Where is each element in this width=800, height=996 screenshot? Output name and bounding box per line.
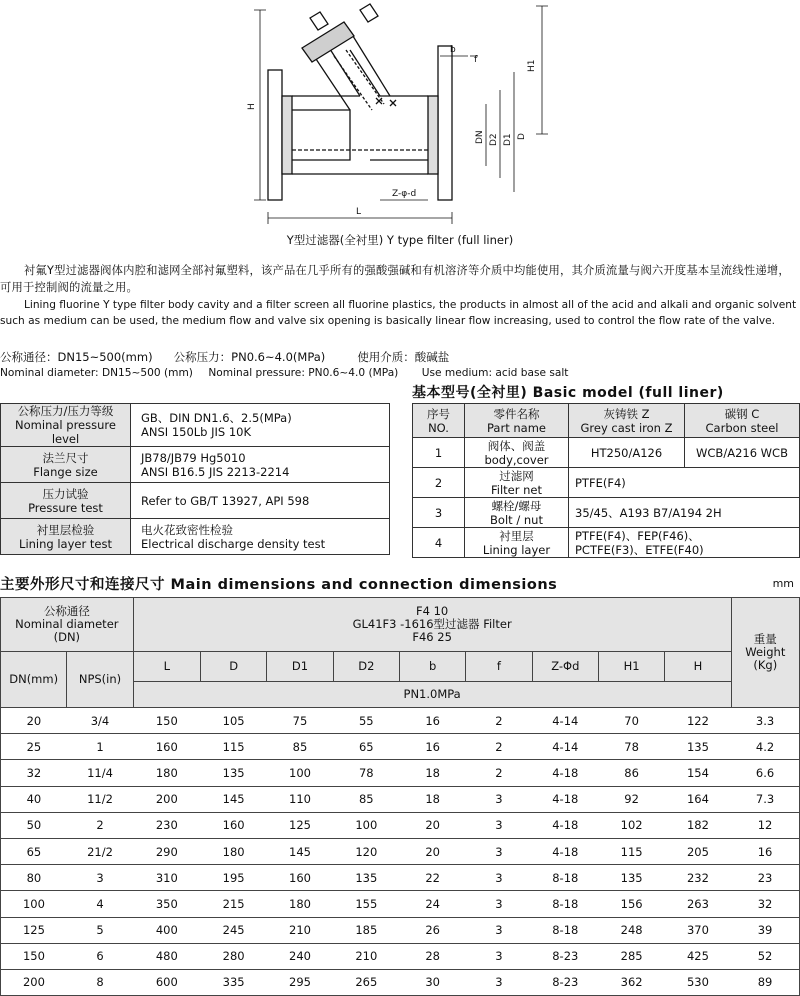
table-row: [1, 838, 800, 864]
dims-cell-f: 3: [466, 969, 532, 995]
dims-cell-l: 600: [133, 969, 200, 995]
dims-cell-d: 160: [200, 812, 266, 838]
dims-cell-w: 16: [731, 838, 799, 864]
dims-pn: PN1.0MPa: [133, 682, 731, 708]
dims-cell-f: 3: [466, 917, 532, 943]
dims-cell-l: 480: [133, 943, 200, 969]
dims-cell-b: 16: [399, 708, 465, 734]
dims-cell-f: 3: [466, 865, 532, 891]
dims-cell-d2: 265: [333, 969, 399, 995]
model-cell: 4: [413, 528, 465, 558]
model-cell: 2: [413, 468, 465, 498]
dims-cell-z: 8-23: [532, 943, 598, 969]
dims-cell-d1: 240: [267, 943, 333, 969]
dims-cell-d2: 185: [333, 917, 399, 943]
dims-cell-f: 3: [466, 838, 532, 864]
label-d: D: [517, 133, 527, 140]
table-row: [1, 760, 800, 786]
label-d2: D2: [489, 133, 499, 146]
dims-cell-f: 2: [466, 708, 532, 734]
model-cell: PTFE(F4): [569, 468, 800, 498]
model-cell: PTFE(F4)、FEP(F46)、 PCTFE(F3)、ETFE(F40): [569, 528, 800, 558]
dims-cell-d: 335: [200, 969, 266, 995]
dims-cell-d1: 145: [267, 838, 333, 864]
model-header-no: 序号 NO.: [413, 404, 465, 438]
dims-col-z: Z-Φd: [532, 652, 598, 682]
model-cell: 1: [413, 438, 465, 468]
dims-cell-b: 26: [399, 917, 465, 943]
dims-cell-h1: 156: [598, 891, 664, 917]
dims-cell-w: 52: [731, 943, 799, 969]
dims-cell-h: 232: [665, 865, 731, 891]
dims-cell-d1: 110: [267, 786, 333, 812]
dims-cell-dn: 80: [1, 865, 67, 891]
dims-cell-d1: 295: [267, 969, 333, 995]
dims-cell-nps: 3/4: [67, 708, 133, 734]
intro-section: [0, 262, 800, 329]
dims-cell-l: 230: [133, 812, 200, 838]
model-cell: 过滤网 Filter net: [465, 468, 569, 498]
dims-header-model: F4 10 GL41F3 -1616型过滤器 Filter F46 25: [133, 598, 731, 652]
dims-cell-h1: 92: [598, 786, 664, 812]
dims-cell-nps: 1: [67, 734, 133, 760]
dims-cell-w: 32: [731, 891, 799, 917]
intro-en: Lining fluorine Y type filter body cavity and a filter screen all fluorine plastics, the products in almost all of the acid and alkali and organic solvent such as medium can be used, the medium flow and valve six opening is basically linear flow increasing, used to control the flow rate of the valve.: [0, 299, 797, 327]
dims-cell-d: 105: [200, 708, 266, 734]
table-row: [1, 865, 800, 891]
dims-cell-w: 7.3: [731, 786, 799, 812]
dims-cell-dn: 25: [1, 734, 67, 760]
dims-cell-dn: 200: [1, 969, 67, 995]
dims-cell-d2: 100: [333, 812, 399, 838]
table-row: [1, 969, 800, 995]
dims-cell-d: 115: [200, 734, 266, 760]
dims-cell-l: 150: [133, 708, 200, 734]
dims-cell-h1: 362: [598, 969, 664, 995]
dims-cell-d: 280: [200, 943, 266, 969]
dims-cell-nps: 11/2: [67, 786, 133, 812]
dims-cell-l: 400: [133, 917, 200, 943]
dims-cell-h: 122: [665, 708, 731, 734]
dims-cell-h1: 102: [598, 812, 664, 838]
table-row: [1, 404, 390, 447]
table-row: [1, 447, 390, 483]
table-row: [1, 943, 800, 969]
label-l: L: [356, 207, 362, 217]
table-row: [1, 708, 800, 734]
dims-cell-w: 39: [731, 917, 799, 943]
dims-cell-dn: 40: [1, 786, 67, 812]
dims-header-weight: 重量 Weight (Kg): [731, 598, 799, 708]
dims-cell-h: 263: [665, 891, 731, 917]
dims-cell-h1: 248: [598, 917, 664, 943]
dims-cell-d: 135: [200, 760, 266, 786]
dims-unit: mm: [772, 577, 794, 590]
dims-cell-l: 160: [133, 734, 200, 760]
dims-cell-dn: 32: [1, 760, 67, 786]
table-row: [1, 812, 800, 838]
dims-col-b: b: [399, 652, 465, 682]
dims-cell-d: 145: [200, 786, 266, 812]
dims-cell-b: 16: [399, 734, 465, 760]
table-row: [1, 734, 800, 760]
dims-cell-d1: 125: [267, 812, 333, 838]
dims-cell-f: 2: [466, 734, 532, 760]
dims-cell-z: 8-23: [532, 969, 598, 995]
table-row: [1, 483, 390, 519]
table-row: [413, 528, 800, 558]
dims-cell-h: 164: [665, 786, 731, 812]
pressure-label: 法兰尺寸 Flange size: [1, 447, 131, 483]
spec-medium-en: Use medium: acid base salt: [421, 367, 569, 379]
dims-cell-z: 4-14: [532, 708, 598, 734]
dims-cell-d1: 75: [267, 708, 333, 734]
table-row: [413, 498, 800, 528]
dims-cell-h: 370: [665, 917, 731, 943]
dims-cell-d1: 100: [267, 760, 333, 786]
dims-cell-d1: 210: [267, 917, 333, 943]
dims-cell-dn: 50: [1, 812, 67, 838]
pressure-label: 压力试验 Pressure test: [1, 483, 131, 519]
dims-cell-h1: 78: [598, 734, 664, 760]
dims-cell-w: 23: [731, 865, 799, 891]
dims-cell-nps: 21/2: [67, 838, 133, 864]
dims-cell-l: 290: [133, 838, 200, 864]
dims-cell-b: 28: [399, 943, 465, 969]
model-cell: 35/45、A193 B7/A194 2H: [569, 498, 800, 528]
dims-cell-d2: 120: [333, 838, 399, 864]
label-d1: D1: [503, 133, 513, 146]
dims-cell-z: 4-18: [532, 812, 598, 838]
dims-cell-dn: 20: [1, 708, 67, 734]
dims-cell-b: 20: [399, 812, 465, 838]
table-row: [413, 438, 800, 468]
model-cell: 螺栓/螺母 Bolt / nut: [465, 498, 569, 528]
model-header-carbon: 碳钢 C Carbon steel: [685, 404, 800, 438]
dims-col-l: L: [133, 652, 200, 682]
dims-cell-d2: 78: [333, 760, 399, 786]
dims-cell-f: 2: [466, 760, 532, 786]
model-cell: 衬里层 Lining layer: [465, 528, 569, 558]
dims-cell-nps: 2: [67, 812, 133, 838]
dims-cell-h: 182: [665, 812, 731, 838]
dims-table: [0, 597, 800, 996]
pressure-value: 电火花致密性检验 Electrical discharge density test: [131, 519, 390, 555]
dims-cell-d2: 85: [333, 786, 399, 812]
dims-col-d: D: [200, 652, 266, 682]
dims-cell-f: 3: [466, 891, 532, 917]
dims-cell-dn: 65: [1, 838, 67, 864]
model-cell: WCB/A216 WCB: [685, 438, 800, 468]
dims-cell-w: 6.6: [731, 760, 799, 786]
label-z-phi-d: Z-φ-d: [392, 189, 417, 199]
dims-cell-l: 200: [133, 786, 200, 812]
pressure-value: GB、DIN DN1.6、2.5(MPa) ANSI 150Lb JIS 10K: [131, 404, 390, 447]
dims-cell-b: 30: [399, 969, 465, 995]
dims-cell-h1: 135: [598, 865, 664, 891]
pressure-value: JB78/JB79 Hg5010 ANSI B16.5 JIS 2213-2214: [131, 447, 390, 483]
dims-cell-d2: 210: [333, 943, 399, 969]
dims-cell-d: 215: [200, 891, 266, 917]
dims-cell-f: 3: [466, 943, 532, 969]
dims-cell-l: 180: [133, 760, 200, 786]
dims-header-dn: 公称通径 Nominal diameter (DN): [1, 598, 134, 652]
dims-cell-nps: 8: [67, 969, 133, 995]
pressure-value: Refer to GB/T 13927, API 598: [131, 483, 390, 519]
drawing-caption: Y型过滤器(全衬里) Y type filter (full liner): [286, 233, 514, 247]
dims-cell-z: 8-18: [532, 917, 598, 943]
dims-cell-h: 135: [665, 734, 731, 760]
dims-cell-dn: 150: [1, 943, 67, 969]
dims-cell-h: 205: [665, 838, 731, 864]
table-row: [413, 468, 800, 498]
dims-cell-h: 425: [665, 943, 731, 969]
model-header-grey: 灰铸铁 Z Grey cast iron Z: [569, 404, 685, 438]
dims-cell-b: 18: [399, 760, 465, 786]
technical-drawing: [0, 0, 800, 248]
dims-cell-w: 89: [731, 969, 799, 995]
dims-cell-d1: 180: [267, 891, 333, 917]
label-f: f: [474, 55, 478, 65]
model-cell: 阀体、阀盖 body,cover: [465, 438, 569, 468]
table-row: [1, 891, 800, 917]
dims-cell-nps: 11/4: [67, 760, 133, 786]
dims-cell-z: 4-18: [532, 838, 598, 864]
dims-cell-h1: 115: [598, 838, 664, 864]
dims-col-f: f: [466, 652, 532, 682]
dims-cell-d: 180: [200, 838, 266, 864]
dims-cell-b: 22: [399, 865, 465, 891]
pressure-label: 公称压力/压力等级 Nominal pressure level: [1, 404, 131, 447]
left-flange: [268, 70, 282, 200]
spec-pn-cn: 公称压力：PN0.6~4.0(MPa): [173, 350, 326, 364]
dims-cell-b: 24: [399, 891, 465, 917]
spec-medium-cn: 使用介质：酸碱盐: [357, 350, 450, 364]
dims-cell-w: 4.2: [731, 734, 799, 760]
dims-cell-d2: 155: [333, 891, 399, 917]
dims-cell-d1: 85: [267, 734, 333, 760]
dims-cell-w: 12: [731, 812, 799, 838]
dims-cell-z: 4-18: [532, 786, 598, 812]
model-cell: HT250/A126: [569, 438, 685, 468]
dims-cell-w: 3.3: [731, 708, 799, 734]
label-dn: DN: [475, 130, 485, 144]
dims-cell-dn: 100: [1, 891, 67, 917]
dims-cell-d1: 160: [267, 865, 333, 891]
dims-cell-h: 530: [665, 969, 731, 995]
dims-cell-f: 3: [466, 812, 532, 838]
dims-cell-b: 18: [399, 786, 465, 812]
intro-cn: 衬氟Y型过滤器阀体内腔和滤网全部衬氟塑料，该产品在几乎所有的强酸强碱和有机溶济等介质中均能使用，其介质流量与阀六开度基本呈流线性递增，可用于控制阀的流量之用。: [0, 264, 790, 294]
dims-cell-z: 4-18: [532, 760, 598, 786]
model-title: 基本型号(全衬里) Basic model (full liner): [412, 385, 724, 401]
dims-cell-d2: 135: [333, 865, 399, 891]
pressure-label: 衬里层检验 Lining layer test: [1, 519, 131, 555]
dims-cell-h1: 285: [598, 943, 664, 969]
right-flange: [438, 46, 452, 200]
dims-cell-nps: 3: [67, 865, 133, 891]
dims-cell-z: 4-14: [532, 734, 598, 760]
dims-cell-d2: 65: [333, 734, 399, 760]
model-header-part: 零件名称 Part name: [465, 404, 569, 438]
label-h: H: [247, 103, 257, 110]
dims-cell-l: 350: [133, 891, 200, 917]
dims-cell-h1: 86: [598, 760, 664, 786]
dims-col-d2: D2: [333, 652, 399, 682]
dims-cell-z: 8-18: [532, 865, 598, 891]
dims-col-h: H: [665, 652, 731, 682]
dims-cell-f: 3: [466, 786, 532, 812]
dims-col-d1: D1: [267, 652, 333, 682]
table-row: [1, 786, 800, 812]
spec-section: [0, 349, 800, 381]
dims-cell-l: 310: [133, 865, 200, 891]
pressure-table: [0, 403, 390, 555]
spec-dn-en: Nominal diameter: DN15~500 (mm): [0, 367, 193, 379]
y-filter-drawing: [247, 0, 550, 232]
dims-cell-nps: 6: [67, 943, 133, 969]
dims-cell-b: 20: [399, 838, 465, 864]
dims-col-nps: NPS(in): [67, 652, 133, 708]
spec-dn-cn: 公称通径：DN15~500(mm): [0, 350, 153, 364]
dims-cell-dn: 125: [1, 917, 67, 943]
dims-col-dn: DN(mm): [1, 652, 67, 708]
dims-cell-z: 8-18: [532, 891, 598, 917]
dims-cell-d2: 55: [333, 708, 399, 734]
spec-pn-en: Nominal pressure: PN0.6~4.0 (MPa): [208, 367, 399, 379]
dims-cell-nps: 5: [67, 917, 133, 943]
table-row: [1, 917, 800, 943]
model-cell: 3: [413, 498, 465, 528]
dims-col-h1: H1: [598, 652, 664, 682]
model-table: [412, 403, 800, 558]
dims-cell-h1: 70: [598, 708, 664, 734]
dims-cell-nps: 4: [67, 891, 133, 917]
dims-cell-h: 154: [665, 760, 731, 786]
label-b: b: [450, 45, 456, 55]
label-h1: H1: [527, 59, 537, 72]
dims-cell-d: 245: [200, 917, 266, 943]
dims-title: 主要外形尺寸和连接尺寸 Main dimensions and connection dimensions: [0, 577, 558, 593]
dims-cell-d: 195: [200, 865, 266, 891]
table-row: [1, 519, 390, 555]
